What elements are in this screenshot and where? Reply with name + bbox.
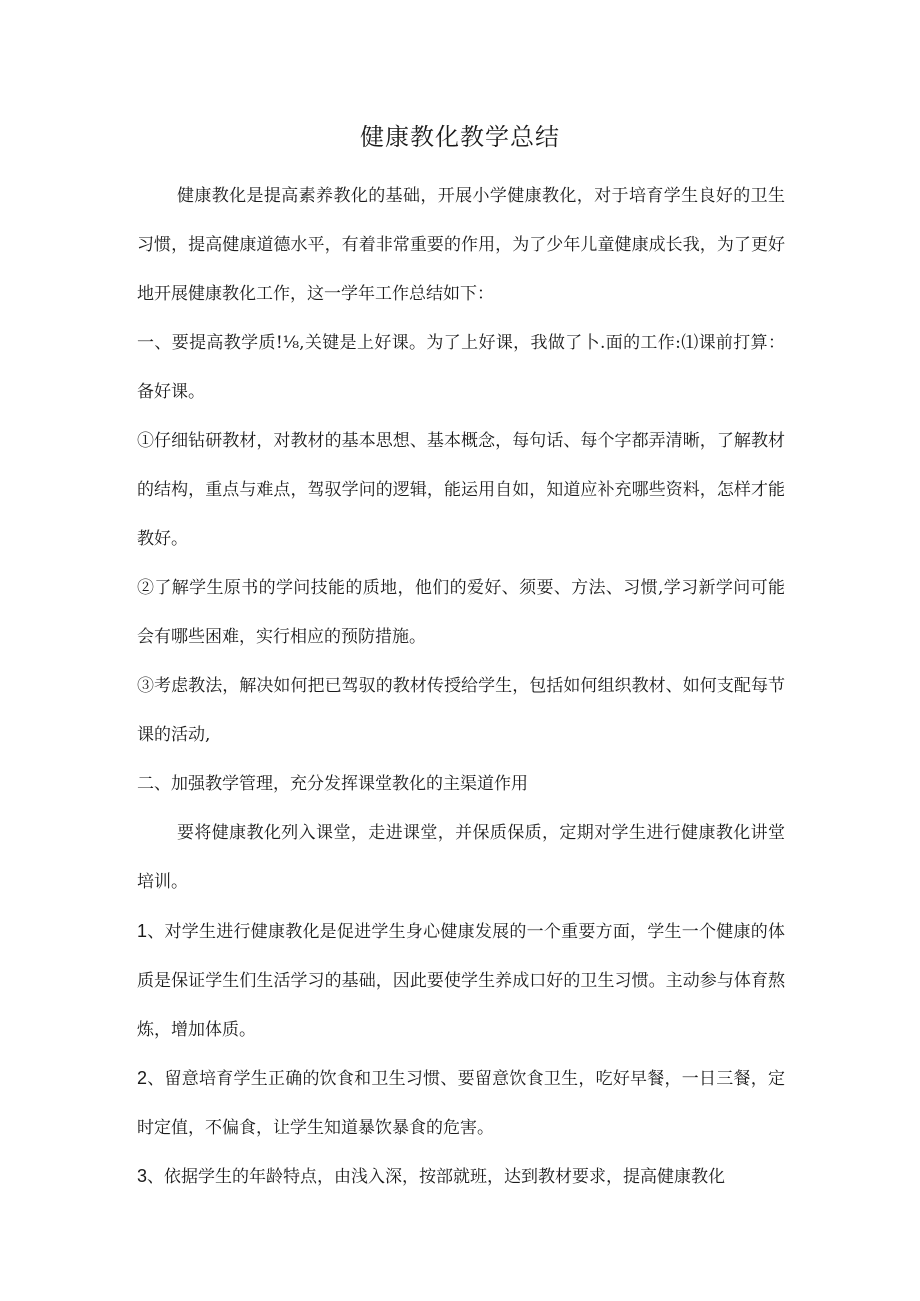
section-two-paragraph: 要将健康教化列入课堂，走进课堂，并保质保质，定期对学生进行健康教化讲堂培训。 [137, 823, 785, 892]
item-number: 3 [137, 1166, 148, 1186]
document-title: 健康教化教学总结 [360, 123, 560, 151]
item-number: 1 [137, 921, 148, 941]
point-two-paragraph: ②了解学生原书的学问技能的质地，他们的爱好、须要、方法、习惯,学习新学问可能会有哪些困难，实行相应的预防措施。 [137, 578, 785, 647]
point-three-paragraph: ③考虑教法，解决如何把已驾驭的教材传授给学生，包括如何组织教材、如何支配每节课的活动, [137, 676, 785, 745]
item-number: 2 [137, 1068, 148, 1088]
section-two-heading: 二、加强教学管理，充分发挥课堂教化的主渠道作用 [137, 774, 528, 794]
intro-paragraph: 健康教化是提高素养教化的基础，开展小学健康教化，对于培育学生良好的卫生习惯，提高健康道德水平，有着非常重要的作用，为了少年儿童健康成长我，为了更好地开展健康教化工作，这一学年工作总结如下： [137, 186, 785, 304]
numbered-item-2 [137, 1054, 785, 1153]
point-one-paragraph: ①仔细钻研教材，对教材的基本思想、基本概念，每句话、每个字都弄清晰，了解教材的结构，重点与难点，驾驭学问的逻辑，能运用自如，知道应补充哪些资料，怎样才能教好。 [137, 431, 785, 549]
item-text: 、依据学生的年龄特点，由浅入深，按部就班，达到教材要求，提高健康教化 [147, 1167, 726, 1187]
item-text: 、留意培育学生正确的饮食和卫生习惯、要留意饮食卫生，吃好早餐，一日三餐，定时定值，不偏食，让学生知道暴饮暴食的危害。 [137, 1069, 785, 1138]
section-one-paragraph: 一、要提高教学质!⅛,关键是上好课。为了上好课，我做了卜.面的工作:⑴课前打算：备好课。 [137, 333, 785, 402]
item-text: 、对学生进行健康教化是促进学生身心健康发展的一个重要方面，学生一个健康的体质是保证学生们生活学习的基础，因此要使学生养成口好的卫生习惯。主动参与体育熬炼，增加体质。 [137, 922, 785, 1040]
numbered-item-1 [137, 907, 785, 1055]
numbered-item-3 [137, 1152, 785, 1202]
